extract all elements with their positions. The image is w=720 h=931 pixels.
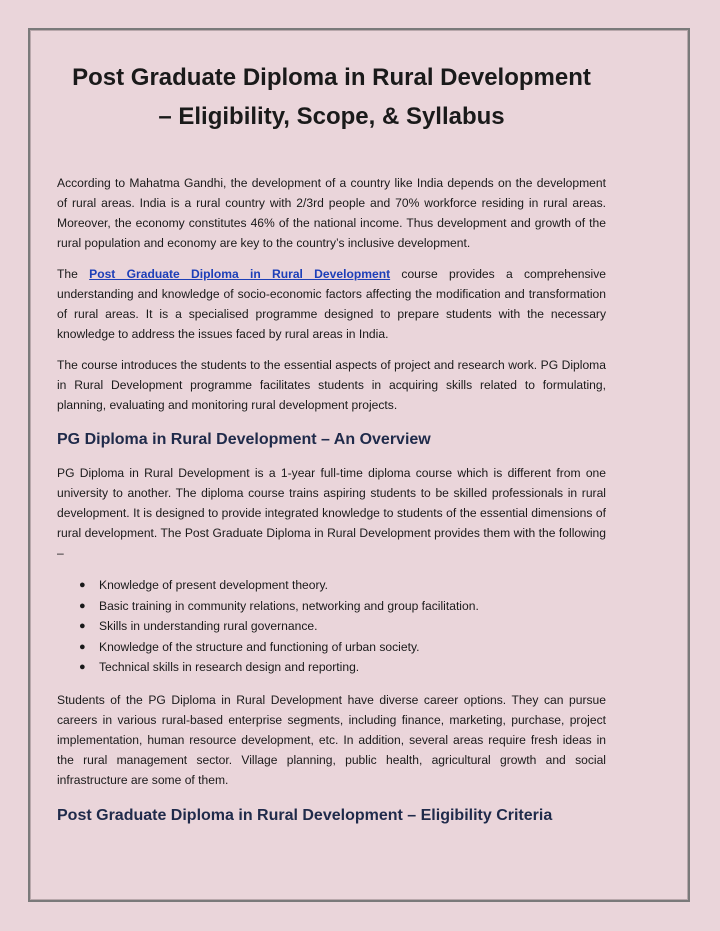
list-item	[57, 657, 606, 678]
list-item-text: Knowledge of the structure and functioning of urban society.	[99, 639, 420, 654]
list-item-text: Knowledge of present development theory.	[99, 578, 329, 592]
benefits-list	[57, 575, 606, 678]
list-item	[57, 596, 606, 617]
list-item	[57, 637, 606, 658]
bullet-icon: ●	[79, 599, 86, 612]
page-title	[57, 58, 606, 136]
bullet-icon: ●	[79, 579, 86, 591]
document-content	[57, 58, 606, 827]
intro-paragraph: According to Mahatma Gandhi, the development of a country like India depends on the development of rural areas. India is a rural country with 2/3rd people and 70% workforce residing in rural areas. Moreover, the economy constitutes 46% of the national income. Thus development and growth of the rural population and economy are key to the country’s inclusive development.	[57, 176, 606, 250]
list-item-text: Technical skills in research design and reporting.	[99, 660, 360, 674]
title-line-2: – Eligibility, Scope, & Syllabus	[158, 103, 505, 130]
course-link[interactable]: Post Graduate Diploma in Rural Development	[89, 267, 391, 281]
career-paragraph: Students of the PG Diploma in Rural Development have diverse career options. They can pursue careers in various rural-based enterprise segments, including finance, marketing, purchase, project implementation, human resource development, etc. In addition, several areas require fresh ideas in the rural management sector. Village planning, public health, agricultural growth and social infrastructure are some of them.	[57, 692, 606, 787]
course-paragraph-rest: course provides a comprehensive understanding and knowledge of socio-economic factors affecting the modification and transformation of rural areas. It is a specialised programme designed to prepare students with the necessary knowledge to address the issues faced by rural areas in India.	[57, 267, 606, 341]
overview-heading: PG Diploma in Rural Development – An Overview	[57, 431, 431, 448]
title-line-1: Post Graduate Diploma in Rural Development	[72, 64, 591, 91]
course-paragraph	[57, 264, 606, 344]
bullet-icon: ●	[79, 661, 86, 673]
course-paragraph-lead: The	[57, 267, 90, 281]
list-item	[57, 616, 606, 637]
introduction-paragraph: The course introduces the students to the essential aspects of project and research work. PG Diploma in Rural Development programme facilitates students in acquiring skills related to formulating, planning, evaluating and monitoring rural development projects.	[57, 358, 606, 412]
bullet-icon: ●	[79, 640, 86, 653]
eligibility-heading: Post Graduate Diploma in Rural Development – Eligibility Criteria	[57, 806, 553, 824]
bullet-icon: ●	[79, 620, 86, 632]
list-item-text: Basic training in community relations, networking and group facilitation.	[99, 598, 479, 613]
list-item-text: Skills in understanding rural governance.	[99, 619, 318, 633]
overview-paragraph: PG Diploma in Rural Development is a 1-year full-time diploma course which is different from one university to another. The diploma course trains aspiring students to be skilled professionals in rural development. It is designed to provide integrated knowledge to students of the essential dimensions of rural development. The Post Graduate Diploma in Rural Development provides them with the following –	[57, 466, 606, 560]
list-item	[57, 575, 606, 596]
